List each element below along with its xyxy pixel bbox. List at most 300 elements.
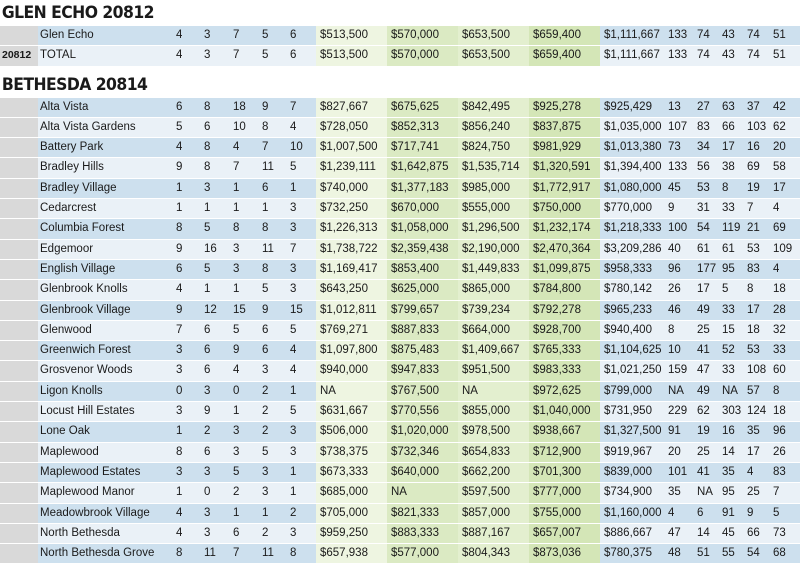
days-on-market-cell: 91 xyxy=(668,425,681,438)
avg-price-cell: $555,000 xyxy=(458,199,529,218)
avg-price-cell: $570,000 xyxy=(387,26,458,45)
avg-price-cell: $2,470,364 xyxy=(529,240,600,259)
table-row xyxy=(0,422,800,442)
row-label-cell xyxy=(0,382,38,401)
avg-price-cell: $972,625 xyxy=(529,382,600,401)
days-on-market-cell: 17 xyxy=(773,181,786,194)
sales-count-cell: 5 xyxy=(204,262,211,275)
neighborhood-name: Ligon Knolls xyxy=(40,384,103,397)
avg-price-cell: $951,500 xyxy=(458,361,529,380)
avg-price-cell: $985,000 xyxy=(458,179,529,198)
sales-count-cell: 8 xyxy=(204,141,211,154)
sales-count-cell: 4 xyxy=(176,29,183,41)
section-heading: BETHESDA 20814 xyxy=(1,74,148,95)
sales-count-cell: 15 xyxy=(290,303,303,316)
avg-price-cell: $857,000 xyxy=(458,504,529,523)
sales-count-cell: 3 xyxy=(290,202,297,215)
table-row xyxy=(0,240,800,260)
sales-count-cell: 3 xyxy=(290,283,297,296)
avg-price-cell: $1,111,667 xyxy=(604,29,660,41)
sales-count-cell: 3 xyxy=(176,405,183,418)
days-on-market-cell: 100 xyxy=(668,222,688,235)
days-on-market-cell: 6 xyxy=(697,506,704,519)
days-on-market-cell: 7 xyxy=(747,202,754,215)
sales-count-cell: 5 xyxy=(290,161,297,174)
sales-count-cell: 3 xyxy=(204,181,211,194)
days-on-market-cell: 17 xyxy=(747,445,760,458)
sales-count-cell: 5 xyxy=(262,29,269,41)
avg-price-cell: $653,500 xyxy=(458,26,529,45)
avg-price-cell: $925,278 xyxy=(529,98,600,117)
days-on-market-cell: 55 xyxy=(722,547,735,560)
days-on-market-cell: 83 xyxy=(747,262,760,275)
avg-price-cell: $1,099,875 xyxy=(529,260,600,279)
avg-price-cell: $597,500 xyxy=(458,483,529,502)
avg-price-cell: $983,333 xyxy=(529,361,600,380)
sales-count-cell: 1 xyxy=(176,202,183,215)
avg-price-cell: $673,333 xyxy=(316,463,387,482)
days-on-market-cell: 53 xyxy=(697,181,710,194)
days-on-market-cell: 31 xyxy=(697,202,710,215)
days-on-market-cell: 34 xyxy=(697,141,710,154)
avg-price-cell: $740,000 xyxy=(316,179,387,198)
avg-price-cell: $738,375 xyxy=(316,443,387,462)
days-on-market-cell: 74 xyxy=(697,29,710,41)
avg-price-cell: $1,377,183 xyxy=(387,179,458,198)
avg-price-cell: $1,020,000 xyxy=(387,422,458,441)
days-on-market-cell: 74 xyxy=(747,29,760,41)
days-on-market-cell: 74 xyxy=(747,49,760,62)
avg-price-cell: $1,296,500 xyxy=(458,219,529,238)
days-on-market-cell: 5 xyxy=(773,506,780,519)
avg-price-cell: $1,035,000 xyxy=(604,120,662,133)
days-on-market-cell: 28 xyxy=(773,303,786,316)
sales-count-cell: 1 xyxy=(290,384,297,397)
days-on-market-cell: 177 xyxy=(697,262,717,275)
avg-price-cell: $770,000 xyxy=(604,202,652,215)
sales-count-cell: 1 xyxy=(233,405,240,418)
sales-count-cell: 11 xyxy=(262,547,274,560)
sales-count-cell: 6 xyxy=(262,323,269,336)
days-on-market-cell: 51 xyxy=(697,547,710,560)
section-heading: GLEN ECHO 20812 xyxy=(1,3,154,23)
days-on-market-cell: 4 xyxy=(773,202,780,215)
total-row xyxy=(0,46,800,66)
sales-count-cell: 3 xyxy=(233,262,240,275)
sales-count-cell: 6 xyxy=(290,29,297,41)
sales-count-cell: 8 xyxy=(176,222,183,235)
avg-price-cell: $1,449,833 xyxy=(458,260,529,279)
avg-price-cell: $925,429 xyxy=(604,100,652,113)
avg-price-cell: $653,500 xyxy=(458,46,529,65)
table-row xyxy=(0,301,800,321)
sales-count-cell: 2 xyxy=(262,384,269,397)
days-on-market-cell: 33 xyxy=(773,344,786,357)
sales-count-cell: 7 xyxy=(233,547,240,560)
avg-price-cell: $883,333 xyxy=(387,524,458,543)
row-label-cell xyxy=(0,138,38,157)
zip-total-label: 20812 xyxy=(0,46,38,65)
days-on-market-cell: 68 xyxy=(773,547,786,560)
row-label-cell xyxy=(0,402,38,421)
days-on-market-cell: 91 xyxy=(722,506,735,519)
sales-count-cell: 7 xyxy=(233,49,240,62)
neighborhood-name: Alta Vista Gardens xyxy=(40,120,136,133)
sales-count-cell: 4 xyxy=(290,120,297,133)
neighborhood-name: Cedarcrest xyxy=(40,202,97,215)
avg-price-cell: $577,000 xyxy=(387,544,458,563)
avg-price-cell: $799,657 xyxy=(387,301,458,320)
sales-count-cell: 11 xyxy=(262,161,274,174)
avg-price-cell: $799,000 xyxy=(604,384,652,397)
sales-count-cell: 12 xyxy=(204,303,217,316)
days-on-market-cell: 63 xyxy=(722,100,735,113)
days-on-market-cell: 83 xyxy=(773,465,786,478)
avg-price-cell: $1,040,000 xyxy=(529,402,600,421)
sales-count-cell: 9 xyxy=(176,161,183,174)
sales-count-cell: 1 xyxy=(233,181,240,194)
days-on-market-cell: 61 xyxy=(697,242,710,255)
sales-count-cell: 6 xyxy=(262,344,269,357)
neighborhood-name: Battery Park xyxy=(40,141,104,154)
sales-count-cell: 1 xyxy=(262,506,269,519)
days-on-market-cell: 49 xyxy=(697,384,710,397)
avg-price-cell: $631,667 xyxy=(316,402,387,421)
days-on-market-cell: 109 xyxy=(773,242,793,255)
sales-count-cell: 9 xyxy=(176,303,183,316)
avg-price-cell: $1,080,000 xyxy=(604,181,662,194)
table-row xyxy=(0,524,800,544)
avg-price-cell: $712,900 xyxy=(529,443,600,462)
row-label-cell xyxy=(0,483,38,502)
sales-count-cell: 1 xyxy=(290,465,297,478)
sales-count-cell: 3 xyxy=(290,526,297,539)
sales-count-cell: 5 xyxy=(262,283,269,296)
days-on-market-cell: 37 xyxy=(747,100,760,113)
sales-count-cell: 4 xyxy=(176,283,183,296)
avg-price-cell: $919,967 xyxy=(604,445,652,458)
sales-count-cell: 3 xyxy=(290,222,297,235)
avg-price-cell: $570,000 xyxy=(387,46,458,65)
avg-price-cell: $1,738,722 xyxy=(316,240,387,259)
days-on-market-cell: 45 xyxy=(722,526,735,539)
days-on-market-cell: 5 xyxy=(722,283,729,296)
avg-price-cell: $657,938 xyxy=(316,544,387,563)
sales-count-cell: 2 xyxy=(262,526,269,539)
avg-price-cell: $765,333 xyxy=(529,341,600,360)
avg-price-cell: NA xyxy=(458,382,529,401)
avg-price-cell: $717,741 xyxy=(387,138,458,157)
avg-price-cell: $1,160,000 xyxy=(604,506,662,519)
days-on-market-cell: 45 xyxy=(668,181,681,194)
sales-count-cell: 2 xyxy=(233,486,240,499)
days-on-market-cell: 108 xyxy=(747,364,767,377)
days-on-market-cell: 159 xyxy=(668,364,688,377)
days-on-market-cell: 8 xyxy=(773,384,780,397)
days-on-market-cell: 51 xyxy=(773,29,786,41)
row-label-cell xyxy=(0,361,38,380)
avg-price-cell: $875,483 xyxy=(387,341,458,360)
sales-count-cell: 8 xyxy=(262,262,269,275)
row-label-cell xyxy=(0,118,38,137)
table-row xyxy=(0,199,800,219)
sales-count-cell: 8 xyxy=(204,100,211,113)
avg-price-cell: $1,012,811 xyxy=(316,301,387,320)
sales-count-cell: 5 xyxy=(233,323,240,336)
days-on-market-cell: 69 xyxy=(747,161,760,174)
avg-price-cell: $856,240 xyxy=(458,118,529,137)
avg-price-cell: $513,500 xyxy=(316,26,387,45)
days-on-market-cell: 25 xyxy=(697,445,710,458)
sales-count-cell: 3 xyxy=(176,364,183,377)
sales-count-cell: 11 xyxy=(262,242,274,255)
sales-count-cell: 4 xyxy=(290,364,297,377)
avg-price-cell: $732,346 xyxy=(387,443,458,462)
sales-count-cell: 3 xyxy=(204,29,211,41)
table-row xyxy=(0,179,800,199)
days-on-market-cell: 54 xyxy=(697,222,710,235)
avg-price-cell: $662,200 xyxy=(458,463,529,482)
avg-price-cell: $784,800 xyxy=(529,280,600,299)
avg-price-cell: $506,000 xyxy=(316,422,387,441)
sales-count-cell: 3 xyxy=(204,465,211,478)
sales-count-cell: 0 xyxy=(204,486,211,499)
neighborhood-name: Glenbrook Village xyxy=(40,303,131,316)
row-label-cell xyxy=(0,219,38,238)
sales-count-cell: 6 xyxy=(262,181,269,194)
neighborhood-name: Maplewood Estates xyxy=(40,465,141,478)
avg-price-cell: $1,021,250 xyxy=(604,364,662,377)
sales-count-cell: 7 xyxy=(233,29,240,41)
days-on-market-cell: 35 xyxy=(668,486,681,499)
days-on-market-cell: 47 xyxy=(697,364,710,377)
sales-count-cell: 15 xyxy=(233,303,246,316)
avg-price-cell: $685,000 xyxy=(316,483,387,502)
avg-price-cell: $750,000 xyxy=(529,199,600,218)
avg-price-cell: $739,234 xyxy=(458,301,529,320)
neighborhood-name: North Bethesda Grove xyxy=(40,547,155,560)
sales-count-cell: 10 xyxy=(233,120,246,133)
days-on-market-cell: 16 xyxy=(722,425,735,438)
table-row xyxy=(0,280,800,300)
sales-count-cell: 1 xyxy=(204,202,211,215)
sales-count-cell: 1 xyxy=(176,181,183,194)
days-on-market-cell: 303 xyxy=(722,405,742,418)
days-on-market-cell: 17 xyxy=(747,303,760,316)
neighborhood-name: Lone Oak xyxy=(40,425,90,438)
neighborhood-name: Meadowbrook Village xyxy=(40,506,150,519)
avg-price-cell: $1,218,333 xyxy=(604,222,662,235)
days-on-market-cell: 26 xyxy=(668,283,681,296)
row-label-cell xyxy=(0,158,38,177)
avg-price-cell: $659,400 xyxy=(529,46,600,65)
days-on-market-cell: 133 xyxy=(668,161,688,174)
days-on-market-cell: 7 xyxy=(773,486,780,499)
sales-count-cell: 5 xyxy=(290,405,297,418)
days-on-market-cell: 47 xyxy=(668,526,681,539)
sales-count-cell: 1 xyxy=(204,283,211,296)
avg-price-cell: $827,667 xyxy=(316,98,387,117)
sales-count-cell: 4 xyxy=(233,364,240,377)
row-label-cell xyxy=(0,463,38,482)
avg-price-cell: NA xyxy=(387,483,458,502)
avg-price-cell: $792,278 xyxy=(529,301,600,320)
avg-price-cell: $887,167 xyxy=(458,524,529,543)
avg-price-cell: $938,667 xyxy=(529,422,600,441)
sales-count-cell: 9 xyxy=(262,100,269,113)
avg-price-cell: $767,500 xyxy=(387,382,458,401)
row-label-cell xyxy=(0,544,38,563)
avg-price-cell: $852,313 xyxy=(387,118,458,137)
avg-price-cell: $1,058,000 xyxy=(387,219,458,238)
days-on-market-cell: 83 xyxy=(697,120,710,133)
days-on-market-cell: 53 xyxy=(747,242,760,255)
avg-price-cell: $1,535,714 xyxy=(458,158,529,177)
sales-count-cell: 4 xyxy=(233,141,240,154)
neighborhood-name: Bradley Village xyxy=(40,181,117,194)
sales-count-cell: 6 xyxy=(204,344,211,357)
days-on-market-cell: 35 xyxy=(722,465,735,478)
sales-count-cell: 5 xyxy=(204,222,211,235)
days-on-market-cell: 35 xyxy=(747,425,760,438)
days-on-market-cell: 62 xyxy=(773,120,786,133)
total-label: TOTAL xyxy=(40,49,76,62)
sales-count-cell: 6 xyxy=(290,49,297,62)
sales-count-cell: 7 xyxy=(290,100,297,113)
days-on-market-cell: 41 xyxy=(697,344,710,357)
table-row xyxy=(0,544,800,564)
sales-count-cell: 4 xyxy=(290,344,297,357)
sales-count-cell: 1 xyxy=(233,283,240,296)
days-on-market-cell: 15 xyxy=(722,323,735,336)
table-row xyxy=(0,341,800,361)
avg-price-cell: NA xyxy=(316,382,387,401)
sales-count-cell: 9 xyxy=(176,242,183,255)
table-row xyxy=(0,260,800,280)
avg-price-cell: $981,929 xyxy=(529,138,600,157)
days-on-market-cell: 17 xyxy=(722,141,735,154)
avg-price-cell: $959,250 xyxy=(316,524,387,543)
avg-price-cell: $886,667 xyxy=(604,526,652,539)
avg-price-cell: $865,000 xyxy=(458,280,529,299)
avg-price-cell: $1,409,667 xyxy=(458,341,529,360)
days-on-market-cell: 8 xyxy=(722,181,729,194)
days-on-market-cell: 73 xyxy=(773,526,786,539)
neighborhood-name: English Village xyxy=(40,262,116,275)
days-on-market-cell: 40 xyxy=(668,242,681,255)
sales-count-cell: 3 xyxy=(204,506,211,519)
row-label-cell xyxy=(0,321,38,340)
days-on-market-cell: 61 xyxy=(722,242,735,255)
sales-count-cell: 18 xyxy=(233,100,246,113)
avg-price-cell: $513,500 xyxy=(316,46,387,65)
avg-price-cell: $873,036 xyxy=(529,544,600,563)
days-on-market-cell: 119 xyxy=(722,222,741,235)
sales-count-cell: 8 xyxy=(290,547,297,560)
sales-count-cell: 4 xyxy=(176,526,183,539)
table-row xyxy=(0,463,800,483)
sales-count-cell: 3 xyxy=(233,242,240,255)
days-on-market-cell: 25 xyxy=(747,486,760,499)
days-on-market-cell: 20 xyxy=(668,445,681,458)
avg-price-cell: $755,000 xyxy=(529,504,600,523)
avg-price-cell: $705,000 xyxy=(316,504,387,523)
avg-price-cell: $3,209,286 xyxy=(604,242,662,255)
days-on-market-cell: 42 xyxy=(773,100,786,113)
days-on-market-cell: 58 xyxy=(773,161,786,174)
table-row xyxy=(0,443,800,463)
row-label-cell xyxy=(0,199,38,218)
table-row xyxy=(0,382,800,402)
sales-count-cell: 8 xyxy=(262,120,269,133)
neighborhood-name: Grosvenor Woods xyxy=(40,364,133,377)
avg-price-cell: $1,104,625 xyxy=(604,344,662,357)
avg-price-cell: $734,900 xyxy=(604,486,652,499)
days-on-market-cell: 14 xyxy=(722,445,735,458)
avg-price-cell: $1,327,500 xyxy=(604,425,662,438)
avg-price-cell: $1,239,111 xyxy=(316,158,387,177)
sales-count-cell: 3 xyxy=(204,526,211,539)
row-label-cell xyxy=(0,524,38,543)
days-on-market-cell: 52 xyxy=(722,344,735,357)
sales-count-cell: 5 xyxy=(233,465,240,478)
avg-price-cell: $837,875 xyxy=(529,118,600,137)
avg-price-cell: $2,190,000 xyxy=(458,240,529,259)
row-label-cell xyxy=(0,260,38,279)
sales-count-cell: 5 xyxy=(262,445,269,458)
avg-price-cell: $769,271 xyxy=(316,321,387,340)
row-label-cell xyxy=(0,422,38,441)
avg-price-cell: $780,142 xyxy=(604,283,652,296)
avg-price-cell: $978,500 xyxy=(458,422,529,441)
sales-count-cell: 8 xyxy=(176,445,183,458)
avg-price-cell: $1,772,917 xyxy=(529,179,600,198)
neighborhood-name: Maplewood xyxy=(40,445,99,458)
days-on-market-cell: NA xyxy=(697,486,713,499)
avg-price-cell: $1,013,380 xyxy=(604,141,662,154)
avg-price-cell: $1,642,875 xyxy=(387,158,458,177)
avg-price-cell: $855,000 xyxy=(458,402,529,421)
sales-count-cell: 5 xyxy=(290,323,297,336)
days-on-market-cell: 107 xyxy=(668,120,688,133)
sales-count-cell: 16 xyxy=(204,242,217,255)
days-on-market-cell: 18 xyxy=(773,283,786,296)
days-on-market-cell: 95 xyxy=(722,486,735,499)
days-on-market-cell: 49 xyxy=(697,303,710,316)
sales-count-cell: 1 xyxy=(233,506,240,519)
days-on-market-cell: 48 xyxy=(668,547,681,560)
sales-count-cell: 3 xyxy=(290,262,297,275)
avg-price-cell: $777,000 xyxy=(529,483,600,502)
days-on-market-cell: 57 xyxy=(747,384,760,397)
avg-price-cell: $940,000 xyxy=(316,361,387,380)
neighborhood-name: Locust Hill Estates xyxy=(40,405,135,418)
sales-count-cell: 8 xyxy=(176,547,183,560)
table-row xyxy=(0,361,800,381)
neighborhood-name: Glenbrook Knolls xyxy=(40,283,128,296)
days-on-market-cell: 69 xyxy=(773,222,786,235)
row-label-cell xyxy=(0,280,38,299)
avg-price-cell: $965,233 xyxy=(604,303,652,316)
days-on-market-cell: 9 xyxy=(668,202,675,215)
days-on-market-cell: 8 xyxy=(668,323,675,336)
days-on-market-cell: 38 xyxy=(722,161,735,174)
sales-count-cell: 2 xyxy=(262,425,269,438)
days-on-market-cell: 46 xyxy=(668,303,681,316)
row-label-cell xyxy=(0,341,38,360)
sales-count-cell: 2 xyxy=(290,506,297,519)
avg-price-cell: $947,833 xyxy=(387,361,458,380)
